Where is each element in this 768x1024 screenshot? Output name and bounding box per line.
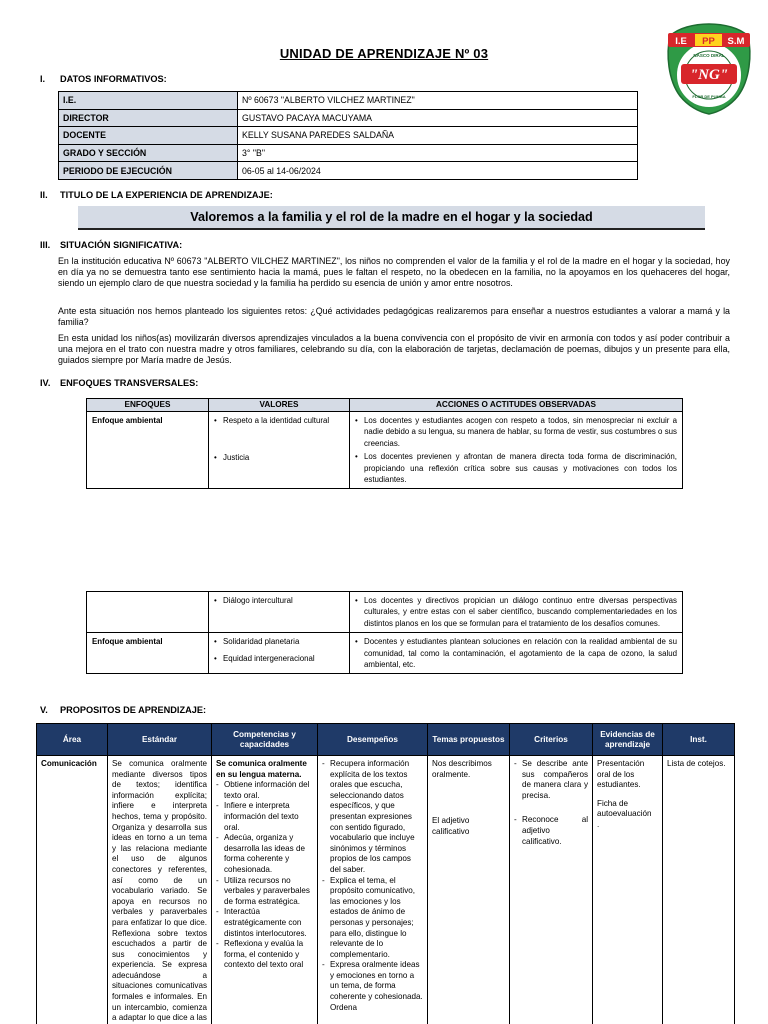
logo-ring-text: NASCO DIRAL [693, 53, 725, 58]
evidencia-item: Presentación oral de los estudiantes. [597, 759, 645, 790]
section-label: DATOS INFORMATIVOS: [60, 74, 167, 84]
table-header-row [87, 399, 683, 412]
column-header: VALORES [209, 399, 350, 412]
experience-title: Valoremos a la familia y el rol de la madre en el hogar y la sociedad [78, 206, 705, 230]
info-value: 3° "B" [238, 144, 638, 162]
situation-paragraph-1: En la institución educativa Nº 60673 "ALBERTO VILCHEZ MARTINEZ", los niños no comprenden el valor de la familia y el rol de la madre en el hogar y la sociedad, hoy en día ya no se demuestra tanto ese sentimiento hacia la mamá, pues le faltan el respeto, no la obedecen en la familia, no la apoyamos en los quehaceres del hogar, siendo un ejemplo claro de que nuestra sociedad y la familia ha perdido su esencia de unión y amor entre nosotros. [58, 256, 730, 288]
accion-item: • Los docentes previenen y afrontan de manera directa toda forma de discriminación, propiciando una reflexión crítica sobre sus causas y motivaciones con todos los estudiantes. [355, 451, 677, 485]
document-title: UNIDAD DE APRENDIZAJE Nº 03 [279, 46, 489, 61]
capacidad-item: - Obtiene información del texto oral. [216, 780, 313, 801]
acciones-cell [350, 633, 683, 674]
estandar-cell: Se comunica oralmente mediante diversos tipos de textos; identifica información explícita; infiere e interpreta hechos, tema y propósito. Organiza y desarrolla sus ideas en torno a un tema y las relaciona mediante el uso de algunos conectores y referentes, así como de un vocabulario variado. Se apoya en recursos no verbales y paraverbales para enfatizar lo que dice. Reflexiona sobre textos escuchados a partir de sus conocimientos y experiencia. Se expresa adecuándose a situaciones comunicativas formales e informales. En un intercambio, comienza a adaptar lo que dice a las [108, 756, 212, 1024]
section-propositos [40, 705, 206, 715]
area-cell: Comunicación [37, 756, 108, 1024]
section-label: SITUACIÓN SIGNIFICATIVA: [60, 240, 183, 250]
situation-paragraph-3: En esta unidad los niños(as) movilizarán diversos aprendizajes vinculados a la buena convivencia con el propósito de vivir en armonía con todos y así poder contribuir a una mejora en el trato con nuestra madre y otros familiares, celebrando su día, con la elaboración de tarjetas, declamación de poemas, dibujos y un presente para ella, guiados siempre por María madre de Jesús. [58, 333, 730, 365]
evidencia-item: Ficha de autoevaluación [597, 798, 652, 819]
section-number: IV. [40, 378, 51, 388]
criterio-item: - Reconoce al adjetivo calificativo. [514, 815, 588, 847]
valor-item: • Respeto a la identidad cultural [214, 415, 344, 426]
desempeno-item: - Recupera información explícita de los textos orales que escucha, seleccionando datos específicos, y que presentan expresiones con sentido figurado, vocabulario que incluye sinónimos y términos propios de los campos del saber. [322, 759, 423, 876]
info-key: I.E. [59, 92, 238, 110]
valores-cell [209, 412, 350, 489]
criterios-cell [510, 756, 593, 1024]
info-key: DOCENTE [59, 127, 238, 145]
logo-top-mid: PP [702, 36, 715, 47]
school-logo [664, 20, 754, 116]
table-header-row [37, 724, 735, 756]
capacidad-item: - Utiliza recursos no verbales y paraverbales de forma estratégica. [216, 876, 313, 908]
valor-item: • Diálogo intercultural [214, 595, 344, 606]
acciones-cell [350, 412, 683, 489]
temas-cell [428, 756, 510, 1024]
section-datos [40, 74, 167, 84]
enfoque-name: Enfoque ambiental [87, 412, 209, 489]
competencia-title: Se comunica oralmente en su lengua materna. [216, 759, 307, 779]
tema-item: Nos describimos oralmente. [432, 759, 492, 779]
accion-item: • Los docentes y estudiantes acogen con respeto a todos, sin menospreciar ni excluir a nadie debido a su lengua, su manera de hablar, su forma de vestir, sus costumbres o sus creencias. [355, 415, 677, 449]
capacidad-item: - Interactúa estratégicamente con distintos interlocutores. [216, 907, 313, 939]
capacidad-item: - Reflexiona y evalúa la forma, el contenido y contexto del texto oral [216, 939, 313, 971]
info-table [58, 91, 638, 180]
enfoques-table [86, 398, 683, 489]
desempeno-item: - Explica el tema, el propósito comunicativo, las emociones y los estados de ánimo de personas y personajes; para ello, distingue lo relevante de lo complementario. [322, 876, 423, 961]
logo-top-left: I.E [675, 36, 687, 47]
table-row [59, 162, 638, 180]
tema-item: El adjetivo calificativo [432, 816, 470, 836]
valor-item: • Solidaridad planetaria [214, 636, 344, 647]
section-enfoques [40, 378, 198, 388]
column-header: Temas propuestos [428, 724, 510, 756]
propositos-table [36, 723, 735, 1024]
accion-item: • Docentes y estudiantes plantean soluciones en relación con la realidad ambiental de su comunidad, tal como la contaminación, el agotamiento de la capa de ozono, la salud ambiental, etc. [355, 636, 677, 670]
column-header: Evidencias de aprendizaje [593, 724, 663, 756]
valores-cell [209, 633, 350, 674]
capacidad-item: - Infiere e interpreta información del texto oral. [216, 801, 313, 833]
info-key: PERIODO DE EJECUCIÓN [59, 162, 238, 180]
enfoques-table-continued [86, 591, 683, 674]
table-row [37, 756, 735, 1024]
acciones-cell [350, 592, 683, 633]
section-label: ENFOQUES TRANSVERSALES: [60, 378, 199, 388]
column-header: ENFOQUES [87, 399, 209, 412]
section-number: V. [40, 705, 48, 715]
section-label: PROPOSITOS DE APRENDIZAJE: [60, 705, 207, 715]
column-header: Criterios [510, 724, 593, 756]
table-row [59, 109, 638, 127]
section-number: III. [40, 240, 51, 250]
info-value: KELLY SUSANA PAREDES SALDAÑA [238, 127, 638, 145]
table-row [87, 412, 683, 489]
table-row [87, 633, 683, 674]
desempenos-cell [318, 756, 428, 1024]
section-number: I. [40, 74, 46, 84]
enfoque-name [87, 592, 209, 633]
evidencia-item: . [597, 819, 600, 829]
info-key: GRADO Y SECCIÓN [59, 144, 238, 162]
desempeno-item: - Expresa oralmente ideas y emociones en torno a un tema, de forma coherente y cohesionada. Ordena [322, 960, 423, 1013]
logo-bottom-text: FLOR DE PUMBA [692, 94, 726, 99]
valores-cell [209, 592, 350, 633]
competencias-cell [212, 756, 318, 1024]
column-header: Inst. [663, 724, 735, 756]
valor-item: • Equidad intergeneracional [214, 653, 344, 664]
enfoque-name: Enfoque ambiental [87, 633, 209, 674]
table-row [59, 144, 638, 162]
table-row [87, 592, 683, 633]
logo-top-right: S.M [727, 36, 745, 47]
column-header: Competencias y capacidades [212, 724, 318, 756]
table-row [59, 127, 638, 145]
criterio-item: - Se describe ante sus compañeros de manera clara y precisa. [514, 759, 588, 801]
column-header: Desempeños [318, 724, 428, 756]
section-label: TITULO DE LA EXPERIENCIA DE APRENDIZAJE: [60, 190, 273, 200]
info-value: 06-05 al 14-06/2024 [238, 162, 638, 180]
capacidad-item: - Adecúa, organiza y desarrolla las ideas de forma coherente y cohesionada. [216, 833, 313, 875]
logo-center: "NG" [689, 67, 729, 83]
column-header: Estándar [108, 724, 212, 756]
evidencias-cell [593, 756, 663, 1024]
accion-item: • Los docentes y directivos propician un diálogo continuo entre diversas perspectivas culturales, y entre estas con el saber científico, buscando complementariedades en los distintos planos en los que se formulan para el tratamiento de los desafíos comunes. [355, 595, 677, 629]
valor-item: • Justicia [214, 452, 344, 463]
column-header: Área [37, 724, 108, 756]
table-row [59, 92, 638, 110]
info-key: DIRECTOR [59, 109, 238, 127]
column-header: ACCIONES O ACTITUDES OBSERVADAS [350, 399, 683, 412]
instrumento-cell: Lista de cotejos. [663, 756, 735, 1024]
section-situacion [40, 240, 182, 250]
info-value: Nº 60673 "ALBERTO VILCHEZ MARTINEZ" [238, 92, 638, 110]
info-value: GUSTAVO PACAYA MACUYAMA [238, 109, 638, 127]
section-number: II. [40, 190, 48, 200]
situation-paragraph-2: Ante esta situación nos hemos planteado los siguientes retos: ¿Qué actividades pedagógicas realizaremos para enseñar a nuestros estudiantes a valorar a mamá y la familia? [58, 306, 730, 327]
section-titulo [40, 190, 273, 200]
